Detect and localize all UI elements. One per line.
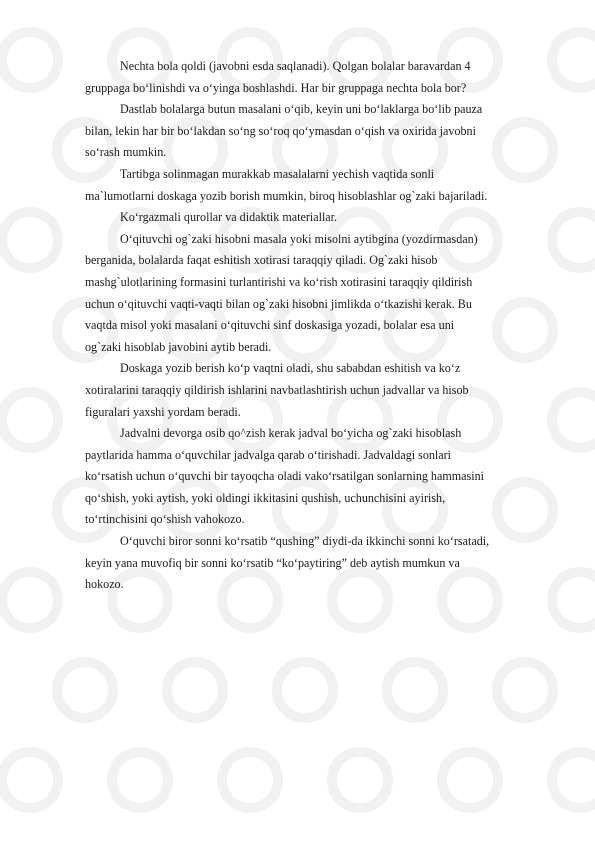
paragraph: O‘qituvchi og`zaki hisobni masala yoki misolni aytibgina (yozdirmasdan) berganida, bolalarda faqat eshitish xotirasi taraqqiy qiladi. Og`zaki hisob mashg`ulotlarining formasini turlantirishi va ko‘rish xotirasini taraqqiy qildirish uchun o‘qituvchi vaqti-vaqti bilan og`zaki hisobni jimlikda o‘tkazishi kerak. Bu vaqtda misol yoki masalani o‘qituvchi sinf doskasiga yozadi, bolalar esa uni og`zaki hisoblab javobini aytib beradi. — [85, 231, 478, 354]
watermark-ring — [387, 662, 443, 718]
paragraph: Ko‘rgazmali qurollar va didaktik materiallar. — [120, 210, 338, 225]
watermark-ring — [2, 572, 58, 628]
paragraph: Nechta bola qoldi (javobni esda saqlanadi). Qolgan bolalar baravardan 4 gruppaga bo‘linishdi va o‘yinga boshlashdi. Har bir gruppaga nechta bola bor? — [85, 59, 471, 95]
watermark-ring — [112, 752, 168, 808]
watermark-ring — [222, 752, 278, 808]
watermark-ring — [2, 32, 58, 88]
paragraph: Tartibga solinmagan murakkab masalalarni yechish vaqtida sonli ma`lumotlarni doskaga yozib borish mumkin, biroq hisoblashlar og`zaki bajariladi. — [85, 166, 488, 203]
watermark-ring — [552, 32, 595, 88]
paragraph: O‘quvchi biror sonni ko‘rsatib “qushing” diydi-da ikkinchi sonni ko‘rsatadi, keyin yana muvofiq bir sonni ko‘rsatib “ko‘paytiring” deb aytish mumkun va hokozo. — [85, 534, 490, 592]
watermark-ring — [442, 752, 498, 808]
watermark-ring — [277, 662, 333, 718]
watermark-ring — [552, 572, 595, 628]
watermark-ring — [332, 752, 388, 808]
paragraph: Doskaga yozib berish ko‘p vaqtni oladi, shu sababdan eshitish va ko‘z xotiralarini taraqqiy qildirish ishlarini navbatlashtirish uchun jadvallar va hisob figuralari yaxshi yordam beradi. — [85, 361, 469, 419]
watermark-ring — [552, 212, 595, 268]
watermark-ring — [2, 392, 58, 448]
watermark-ring — [2, 212, 58, 268]
paragraph: Dastlab bolalarga butun masalani o‘qib, keyin uni bo‘laklarga bo‘lib pauza bilan, lekin har bir bo‘lakdan so‘ng so‘roq qo‘ymasdan o‘qish va oxirida javobni so‘rash mumkin. — [85, 102, 483, 160]
watermark-ring — [552, 752, 595, 808]
watermark-ring — [497, 662, 553, 718]
paragraph: Jadvalni devorga osib qo^zish kerak jadval bo‘yicha og`zaki hisoblash paytlarida hamma o‘quvchilar jadvalga qarab o‘tirishadi. Jadvaldagi sonlari ko‘rsatish uchun o‘quvchi bir tayoqcha oladi vako‘rsatilgan sonlarning hammasini qo‘shish, yoki aytish, yoki oldingi ikkitasini qushish, uchunchisini ayirish, to‘rtinchisini qo‘shish vahokozo. — [85, 426, 484, 527]
watermark-ring — [57, 662, 113, 718]
watermark-ring — [2, 752, 58, 808]
watermark-ring — [167, 662, 223, 718]
watermark-ring — [552, 392, 595, 448]
document-body — [85, 56, 553, 596]
